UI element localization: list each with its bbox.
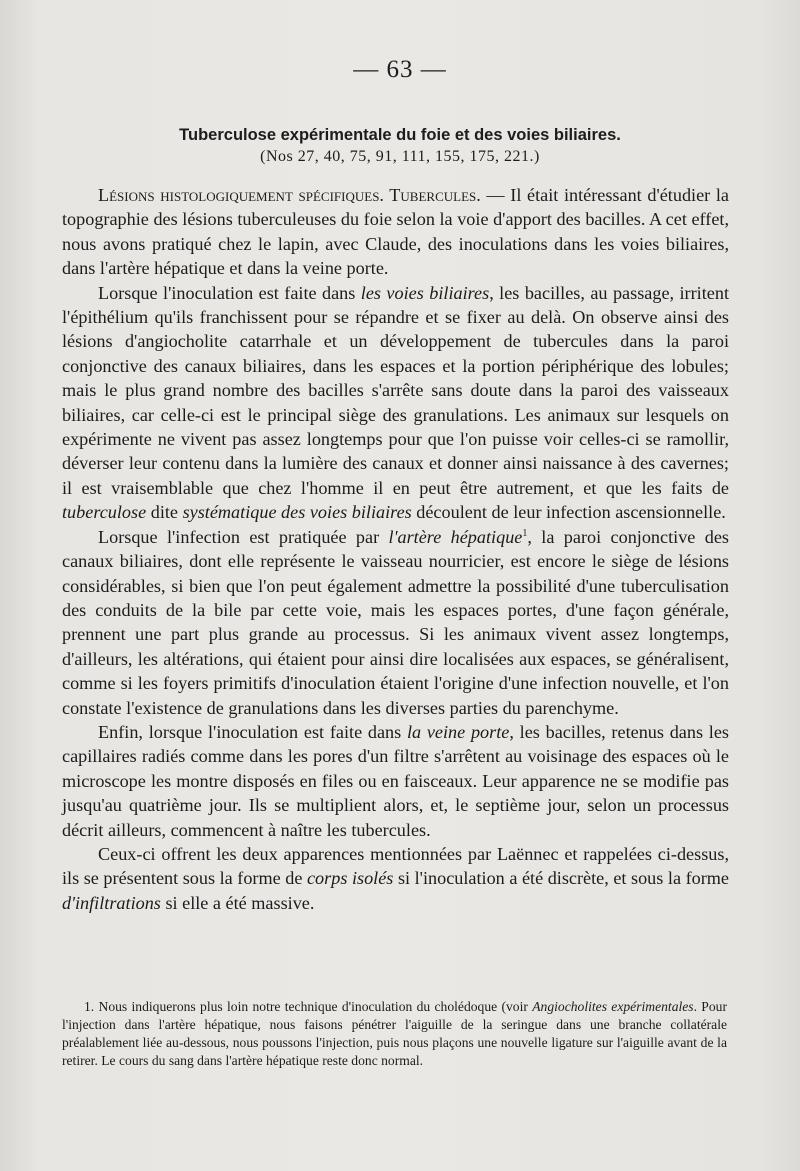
body-text: [62, 183, 729, 915]
section-title: Tuberculose expérimentale du foie et des voies biliaires.: [179, 126, 621, 144]
paragraph-2-italic-2: tuberculose: [62, 502, 147, 523]
footnote: [62, 998, 727, 1070]
footnote-marker: 1: [522, 527, 528, 539]
paragraph-3-italic-1: l'artère hépatique: [388, 526, 523, 547]
paragraph-4-text-1: Enfin, lorsque l'inoculation est faite dans: [98, 721, 407, 742]
footnote-text: [62, 998, 727, 1070]
paragraph-4-text-2: , les bacilles, retenus dans les capillaires radiés comme dans les pores d'un filtre s'arrêtent au voisinage des espaces où le microscope les montre disposés en files ou en faisceaux. Leur apparence ne se modifie pas jusqu'au quatrième jour. Ils se multiplient alors, et, le septième jour, selon un processus décrit ailleurs, commencent à naître les tubercules.: [62, 721, 729, 840]
paragraph-4: [62, 720, 729, 842]
footnote-italic: Angiocholites expérimentales: [532, 999, 694, 1014]
paragraph-2-italic-1: les voies biliaires: [360, 282, 490, 303]
paragraph-1-lead: Lésions histologiquement spécifiques. Tubercules.: [98, 185, 481, 205]
paragraph-2: [62, 281, 729, 525]
paragraph-5-italic-1: corps isolés: [306, 868, 394, 889]
footnote-text-2: . Pour l'injection dans l'artère hépatique, nous faisons pénétrer l'aiguille de la seringue dans une branche collatérale préalablement liée au-dessous, nous poussons l'injection, puis nous plaçons une nouvelle ligature sur l'aiguille avant de la retirer. Le cours du sang dans l'artère hépatique reste donc normal.: [62, 999, 727, 1068]
paragraph-3: [62, 525, 729, 720]
paragraph-2-italic-3: systématique des voies biliaires: [182, 502, 412, 523]
paragraph-2-text-1: Lorsque l'inoculation est faite dans: [98, 282, 361, 303]
paragraph-3-text-1: Lorsque l'infection est pratiquée par: [98, 526, 389, 547]
paragraph-2-text-3: dite: [146, 502, 183, 523]
footnote-text-1: 1. Nous indiquerons plus loin notre technique d'inoculation du cholédoque (voir: [84, 999, 533, 1014]
paragraph-5-text-3: si elle a été massive.: [160, 892, 315, 913]
paragraph-3-text-2: , la paroi conjonctive des canaux biliaires, dont elle représente le vaisseau nourricier, est encore le siège de lésions considérables, si bien que l'on peut également admettre la possibilité d'une tuberculisation des conduits de la bile par cette voie, mais les espaces portes, d'une façon générale, prennent une part plus grande au processus. Si les animaux vivent assez longtemps, d'ailleurs, les altérations, qui étaient pour ainsi dire localisées aux espaces, se généralisent, comme si les foyers primitifs d'inoculation étaient l'origine d'une infection nouvelle, et l'on constate l'existence de granulations dans les diverses parties du parenchyme.: [62, 526, 729, 718]
paragraph-4-italic-1: la veine porte: [406, 721, 510, 742]
publication-references: (Nos 27, 40, 75, 91, 111, 155, 175, 221.): [260, 148, 540, 165]
paragraph-5-text-2: si l'inoculation a été discrète, et sous la forme: [393, 868, 730, 889]
page-number: — 63 —: [353, 56, 447, 83]
paragraph-1: [62, 183, 729, 281]
paragraph-5-text-1: Ceux-ci offrent les deux apparences mentionnées par Laënnec et rappelées ci-dessus, ils se présentent sous la forme de: [62, 843, 729, 889]
paragraph-2-text-4: découlent de leur infection ascensionnelle.: [411, 502, 726, 523]
paragraph-5-italic-2: d'infiltrations: [62, 892, 161, 913]
paragraph-1-text: — Il était intéressant d'étudier la topographie des lésions tuberculeuses du foie selon la voie d'apport des bacilles. A cet effet, nous avons pratiqué chez le lapin, avec Claude, des inoculations dans les voies biliaires, dans l'artère hépatique et dans la veine porte.: [62, 185, 729, 279]
paragraph-5: [62, 842, 729, 915]
paragraph-2-text-2: , les bacilles, au passage, irritent l'épithélium qu'ils franchissent pour se répandre et se fixer au delà. On observe ainsi des lésions d'angiocholite catarrhale et un développement de tubercules dans la paroi conjonctive des canaux biliaires, dans les espaces et la portion périphérique des lobules; mais le plus grand nombre des bacilles s'arrête sans doute dans la paroi des vaisseaux biliaires, car celle-ci est le principal siège des granulations. Les animaux sur lesquels on expérimente ne vivent pas assez longtemps pour que l'on puisse voir celles-ci se ramollir, déverser leur contenu dans la lumière des canaux et donner ainsi naissance à des cavernes; il est vraisemblable que chez l'homme il en peut être autrement, et que les faits de: [62, 282, 729, 498]
